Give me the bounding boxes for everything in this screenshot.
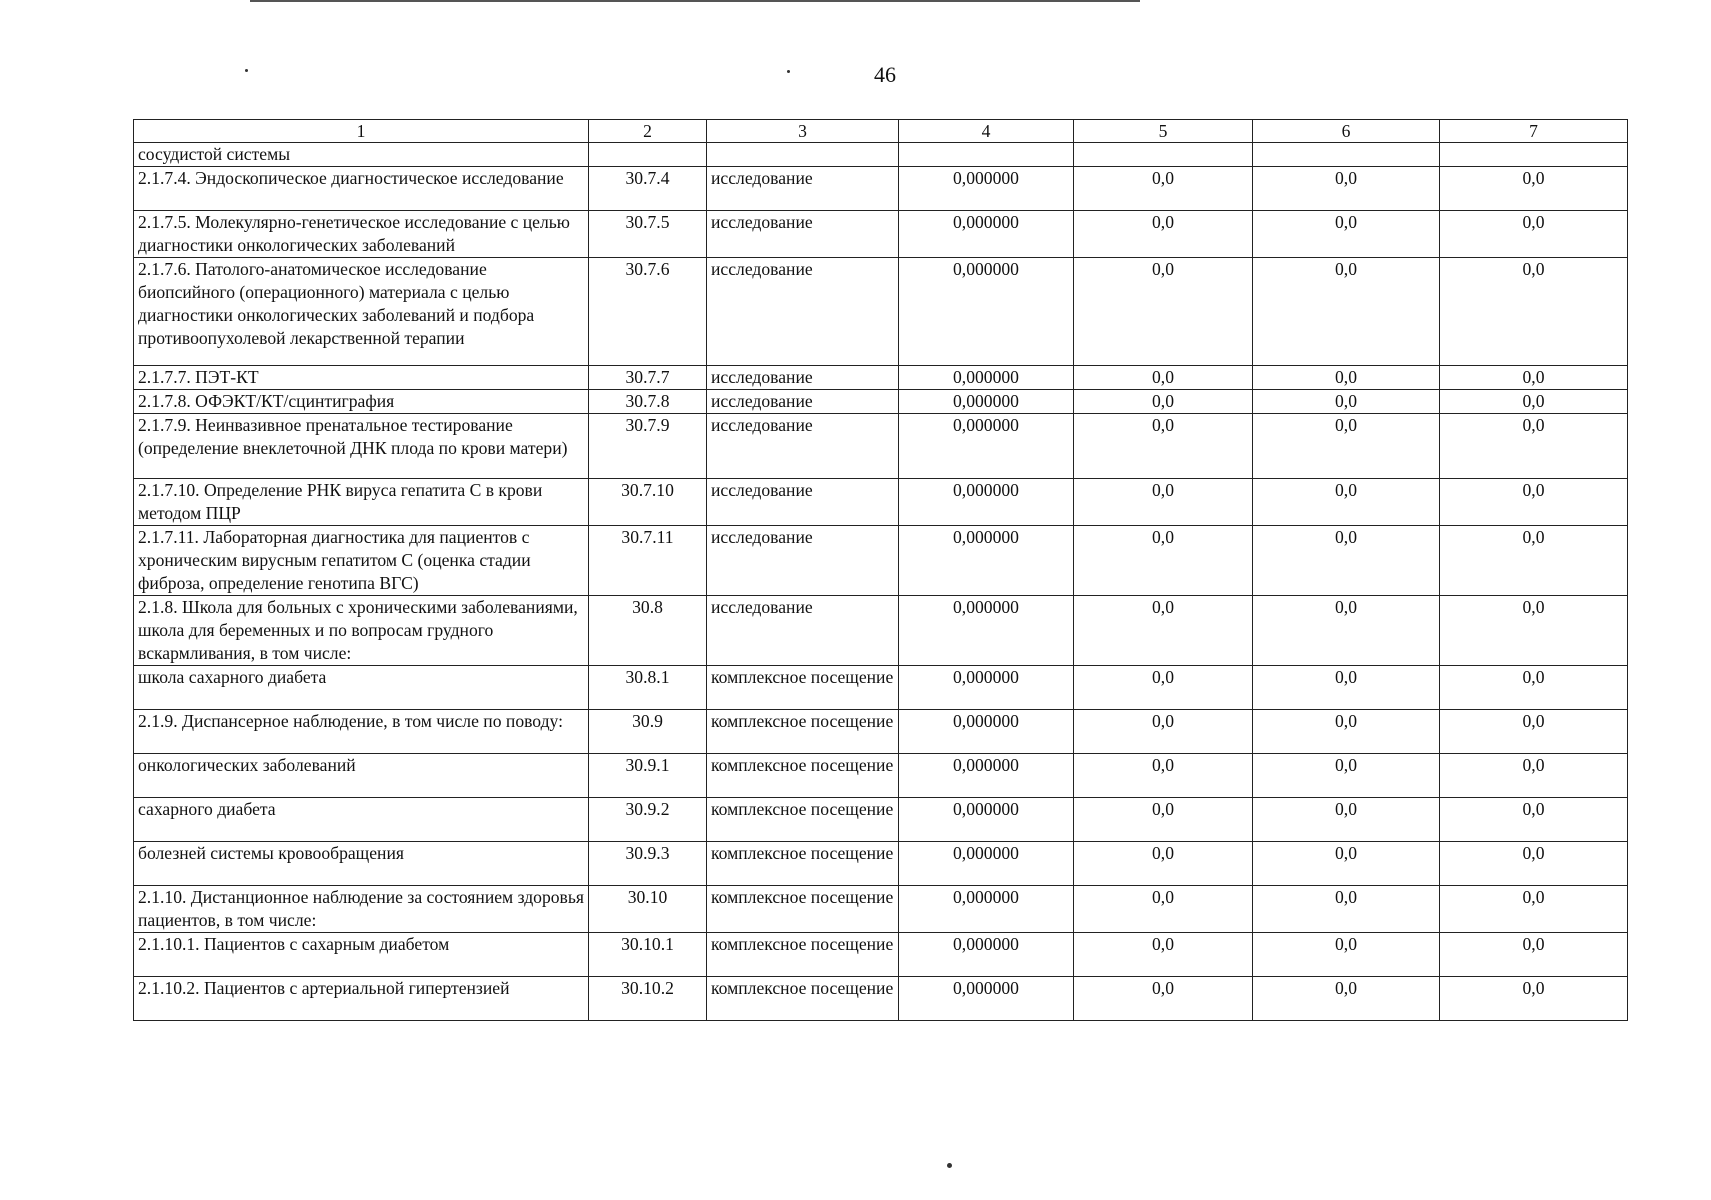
scan-speck	[947, 1163, 952, 1168]
row-value6-cell	[1253, 143, 1440, 167]
row-value6-cell: 0,0	[1253, 754, 1440, 798]
row-code-cell: 30.7.4	[589, 167, 707, 211]
row-value7-cell: 0,0	[1440, 886, 1628, 933]
row-name-cell: 2.1.7.5. Молекулярно-генетическое исследование с целью диагностики онкологических заболеваний	[134, 211, 589, 258]
table-header-row	[134, 120, 1628, 143]
row-value4-cell: 0,000000	[899, 710, 1074, 754]
row-name-cell: 2.1.7.7. ПЭТ-КТ	[134, 366, 589, 390]
row-value5-cell: 0,0	[1074, 526, 1253, 596]
row-name-cell: 2.1.7.9. Неинвазивное пренатальное тестирование (определение внеклеточной ДНК плода по крови матери)	[134, 414, 589, 479]
row-value4-cell: 0,000000	[899, 798, 1074, 842]
row-value7-cell: 0,0	[1440, 414, 1628, 479]
row-value5-cell	[1074, 143, 1253, 167]
row-value4-cell: 0,000000	[899, 754, 1074, 798]
table-row	[134, 143, 1628, 167]
row-value7-cell: 0,0	[1440, 754, 1628, 798]
row-value6-cell: 0,0	[1253, 167, 1440, 211]
row-value6-cell: 0,0	[1253, 933, 1440, 977]
row-value5-cell: 0,0	[1074, 842, 1253, 886]
row-value5-cell: 0,0	[1074, 366, 1253, 390]
row-name-cell: онкологических заболеваний	[134, 754, 589, 798]
row-unit-cell: исследование	[707, 596, 899, 666]
table-row	[134, 211, 1628, 258]
row-unit-cell: комплексное посещение	[707, 666, 899, 710]
row-value5-cell: 0,0	[1074, 977, 1253, 1021]
row-value4-cell: 0,000000	[899, 933, 1074, 977]
scan-speck	[245, 69, 248, 72]
data-table-wrapper	[133, 119, 1627, 1021]
row-value4-cell: 0,000000	[899, 666, 1074, 710]
table-row	[134, 414, 1628, 479]
row-code-cell: 30.9.1	[589, 754, 707, 798]
row-unit-cell: комплексное посещение	[707, 886, 899, 933]
row-value6-cell: 0,0	[1253, 710, 1440, 754]
row-value4-cell: 0,000000	[899, 366, 1074, 390]
row-value5-cell: 0,0	[1074, 710, 1253, 754]
row-value7-cell: 0,0	[1440, 798, 1628, 842]
data-table	[133, 119, 1628, 1021]
row-value6-cell: 0,0	[1253, 798, 1440, 842]
row-value7-cell: 0,0	[1440, 596, 1628, 666]
top-scan-line	[250, 0, 1140, 2]
row-value4-cell: 0,000000	[899, 977, 1074, 1021]
table-row	[134, 366, 1628, 390]
header-cell: 3	[707, 120, 899, 143]
row-code-cell: 30.7.11	[589, 526, 707, 596]
row-unit-cell: комплексное посещение	[707, 933, 899, 977]
row-value4-cell	[899, 143, 1074, 167]
table-row	[134, 167, 1628, 211]
row-name-cell: 2.1.7.8. ОФЭКТ/КТ/сцинтиграфия	[134, 390, 589, 414]
table-row	[134, 842, 1628, 886]
row-value7-cell: 0,0	[1440, 526, 1628, 596]
row-value5-cell: 0,0	[1074, 167, 1253, 211]
table-row	[134, 666, 1628, 710]
row-value4-cell: 0,000000	[899, 167, 1074, 211]
header-cell: 6	[1253, 120, 1440, 143]
row-value6-cell: 0,0	[1253, 366, 1440, 390]
row-value5-cell: 0,0	[1074, 754, 1253, 798]
row-unit-cell: комплексное посещение	[707, 977, 899, 1021]
header-cell: 5	[1074, 120, 1253, 143]
row-value6-cell: 0,0	[1253, 977, 1440, 1021]
table-row	[134, 886, 1628, 933]
row-value5-cell: 0,0	[1074, 666, 1253, 710]
header-cell: 4	[899, 120, 1074, 143]
table-row	[134, 977, 1628, 1021]
row-code-cell: 30.10	[589, 886, 707, 933]
table-row	[134, 754, 1628, 798]
row-name-cell: болезней системы кровообращения	[134, 842, 589, 886]
row-name-cell: 2.1.7.10. Определение РНК вируса гепатита С в крови методом ПЦР	[134, 479, 589, 526]
row-value6-cell: 0,0	[1253, 414, 1440, 479]
row-code-cell: 30.7.7	[589, 366, 707, 390]
row-code-cell: 30.9.2	[589, 798, 707, 842]
row-value5-cell: 0,0	[1074, 390, 1253, 414]
row-code-cell: 30.7.8	[589, 390, 707, 414]
row-unit-cell: исследование	[707, 167, 899, 211]
row-value4-cell: 0,000000	[899, 596, 1074, 666]
row-unit-cell: исследование	[707, 258, 899, 366]
row-value7-cell: 0,0	[1440, 666, 1628, 710]
table-row	[134, 258, 1628, 366]
row-value6-cell: 0,0	[1253, 258, 1440, 366]
row-value6-cell: 0,0	[1253, 211, 1440, 258]
row-code-cell: 30.7.6	[589, 258, 707, 366]
row-value7-cell: 0,0	[1440, 933, 1628, 977]
row-value7-cell: 0,0	[1440, 842, 1628, 886]
header-cell: 2	[589, 120, 707, 143]
row-value7-cell: 0,0	[1440, 366, 1628, 390]
row-value7-cell: 0,0	[1440, 167, 1628, 211]
row-value4-cell: 0,000000	[899, 479, 1074, 526]
row-value5-cell: 0,0	[1074, 479, 1253, 526]
row-value6-cell: 0,0	[1253, 479, 1440, 526]
row-value5-cell: 0,0	[1074, 414, 1253, 479]
row-code-cell: 30.10.2	[589, 977, 707, 1021]
row-code-cell: 30.7.10	[589, 479, 707, 526]
row-unit-cell: исследование	[707, 390, 899, 414]
row-name-cell: сахарного диабета	[134, 798, 589, 842]
row-unit-cell: комплексное посещение	[707, 798, 899, 842]
table-row	[134, 526, 1628, 596]
row-code-cell: 30.8	[589, 596, 707, 666]
row-value6-cell: 0,0	[1253, 526, 1440, 596]
row-value5-cell: 0,0	[1074, 933, 1253, 977]
page-number: 46	[874, 62, 896, 87]
table-row	[134, 390, 1628, 414]
row-name-cell: 2.1.7.6. Патолого-анатомическое исследование биопсийного (операционного) материала с целью диагностики онкологических заболеваний и подбора противоопухолевой лекарственной терапии	[134, 258, 589, 366]
row-value7-cell: 0,0	[1440, 479, 1628, 526]
row-name-cell: школа сахарного диабета	[134, 666, 589, 710]
row-value4-cell: 0,000000	[899, 258, 1074, 366]
row-unit-cell	[707, 143, 899, 167]
row-unit-cell: исследование	[707, 526, 899, 596]
row-value4-cell: 0,000000	[899, 886, 1074, 933]
row-value6-cell: 0,0	[1253, 842, 1440, 886]
header-cell: 7	[1440, 120, 1628, 143]
row-code-cell: 30.9.3	[589, 842, 707, 886]
row-name-cell: 2.1.10. Дистанционное наблюдение за состоянием здоровья пациентов, в том числе:	[134, 886, 589, 933]
row-name-cell: 2.1.10.2. Пациентов с артериальной гипертензией	[134, 977, 589, 1021]
row-code-cell	[589, 143, 707, 167]
row-value4-cell: 0,000000	[899, 211, 1074, 258]
row-unit-cell: исследование	[707, 366, 899, 390]
row-value4-cell: 0,000000	[899, 414, 1074, 479]
row-value5-cell: 0,0	[1074, 596, 1253, 666]
row-value4-cell: 0,000000	[899, 842, 1074, 886]
row-name-cell: сосудистой системы	[134, 143, 589, 167]
row-value7-cell: 0,0	[1440, 710, 1628, 754]
row-value6-cell: 0,0	[1253, 390, 1440, 414]
row-name-cell: 2.1.8. Школа для больных с хроническими заболеваниями, школа для беременных и по вопросам грудного вскармливания, в том числе:	[134, 596, 589, 666]
row-value7-cell: 0,0	[1440, 977, 1628, 1021]
row-unit-cell: комплексное посещение	[707, 754, 899, 798]
table-row	[134, 933, 1628, 977]
row-code-cell: 30.10.1	[589, 933, 707, 977]
table-row	[134, 479, 1628, 526]
row-name-cell: 2.1.7.4. Эндоскопическое диагностическое исследование	[134, 167, 589, 211]
table-row	[134, 596, 1628, 666]
row-value7-cell: 0,0	[1440, 211, 1628, 258]
row-unit-cell: исследование	[707, 414, 899, 479]
row-code-cell: 30.7.9	[589, 414, 707, 479]
row-value7-cell	[1440, 143, 1628, 167]
row-value6-cell: 0,0	[1253, 596, 1440, 666]
row-value5-cell: 0,0	[1074, 211, 1253, 258]
row-value4-cell: 0,000000	[899, 390, 1074, 414]
row-unit-cell: исследование	[707, 479, 899, 526]
row-code-cell: 30.8.1	[589, 666, 707, 710]
row-value5-cell: 0,0	[1074, 258, 1253, 366]
row-value7-cell: 0,0	[1440, 390, 1628, 414]
row-code-cell: 30.7.5	[589, 211, 707, 258]
header-cell: 1	[134, 120, 589, 143]
table-row	[134, 710, 1628, 754]
row-value6-cell: 0,0	[1253, 886, 1440, 933]
row-name-cell: 2.1.10.1. Пациентов с сахарным диабетом	[134, 933, 589, 977]
row-value5-cell: 0,0	[1074, 798, 1253, 842]
row-code-cell: 30.9	[589, 710, 707, 754]
table-row	[134, 798, 1628, 842]
scan-speck	[787, 70, 790, 73]
row-unit-cell: комплексное посещение	[707, 842, 899, 886]
row-unit-cell: исследование	[707, 211, 899, 258]
row-value6-cell: 0,0	[1253, 666, 1440, 710]
row-name-cell: 2.1.9. Диспансерное наблюдение, в том числе по поводу:	[134, 710, 589, 754]
row-unit-cell: комплексное посещение	[707, 710, 899, 754]
row-name-cell: 2.1.7.11. Лабораторная диагностика для пациентов с хроническим вирусным гепатитом С (оценка стадии фиброза, определение генотипа ВГС)	[134, 526, 589, 596]
row-value7-cell: 0,0	[1440, 258, 1628, 366]
row-value4-cell: 0,000000	[899, 526, 1074, 596]
row-value5-cell: 0,0	[1074, 886, 1253, 933]
